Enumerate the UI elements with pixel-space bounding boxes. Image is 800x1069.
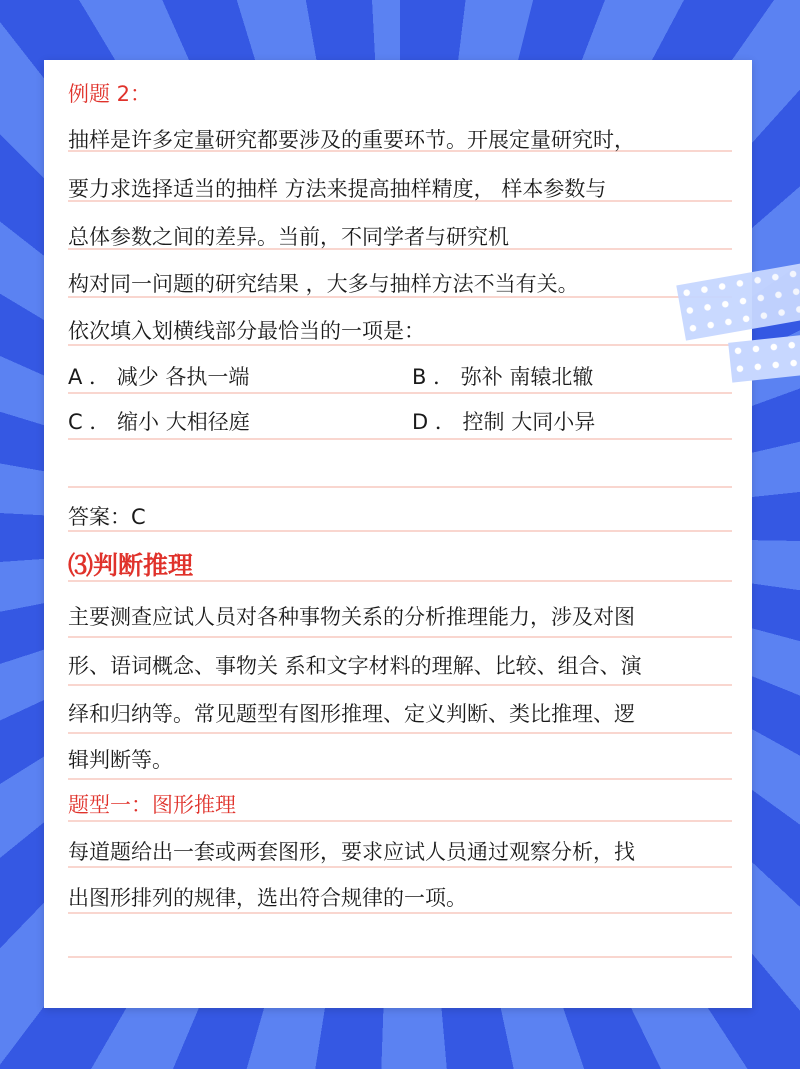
subtype-title: 题型一：图形推理: [68, 793, 236, 817]
ruled-line: [68, 912, 732, 914]
ruled-line: [68, 636, 732, 638]
ruled-line: [68, 392, 732, 394]
ruled-line: [68, 486, 732, 488]
section-title: ⑶判断推理: [68, 551, 194, 580]
question-line: 抽样是许多定量研究都要涉及的重要环节。开展定量研究时，: [68, 128, 635, 152]
ruled-line: [68, 438, 732, 440]
ruled-line: [68, 530, 732, 532]
example-title: 例题 2：: [68, 82, 152, 106]
answer-text: 答案：C: [68, 505, 146, 529]
ruled-line: [68, 866, 732, 868]
ruled-line: [68, 684, 732, 686]
ruled-line: [68, 732, 732, 734]
subtype-line: 出图形排列的规律，选出符合规律的一项。: [68, 886, 467, 910]
ruled-line: [68, 778, 732, 780]
option-a: A ． 减少 各执一端: [68, 365, 250, 389]
question-line: 构对同一问题的研究结果 ，大多与抽样方法不当有关。: [68, 272, 579, 296]
question-line: 依次填入划横线部分最恰当的一项是：: [68, 319, 425, 343]
question-line: 要力求选择适当的抽样 方法来提高抽样精度， 样本参数与: [68, 177, 607, 201]
section-line: 辑判断等。: [68, 748, 173, 772]
ruled-line: [68, 956, 732, 958]
section-line: 形、语词概念、事物关 系和文字材料的理解、比较、组合、演: [68, 654, 642, 678]
question-line: 总体参数之间的差异。当前，不同学者与研究机: [68, 225, 509, 249]
ruled-line: [68, 820, 732, 822]
subtype-line: 每道题给出一套或两套图形，要求应试人员通过观察分析，找: [68, 840, 635, 864]
section-line: 绎和归纳等。常见题型有图形推理、定义判断、类比推理、逻: [68, 702, 635, 726]
section-line: 主要测查应试人员对各种事物关系的分析推理能力，涉及对图: [68, 605, 635, 629]
option-b: B ． 弥补 南辕北辙: [412, 365, 594, 389]
option-c: C ． 缩小 大相径庭: [68, 410, 250, 434]
washi-tape: [728, 333, 800, 382]
option-d: D ． 控制 大同小异: [412, 410, 596, 434]
